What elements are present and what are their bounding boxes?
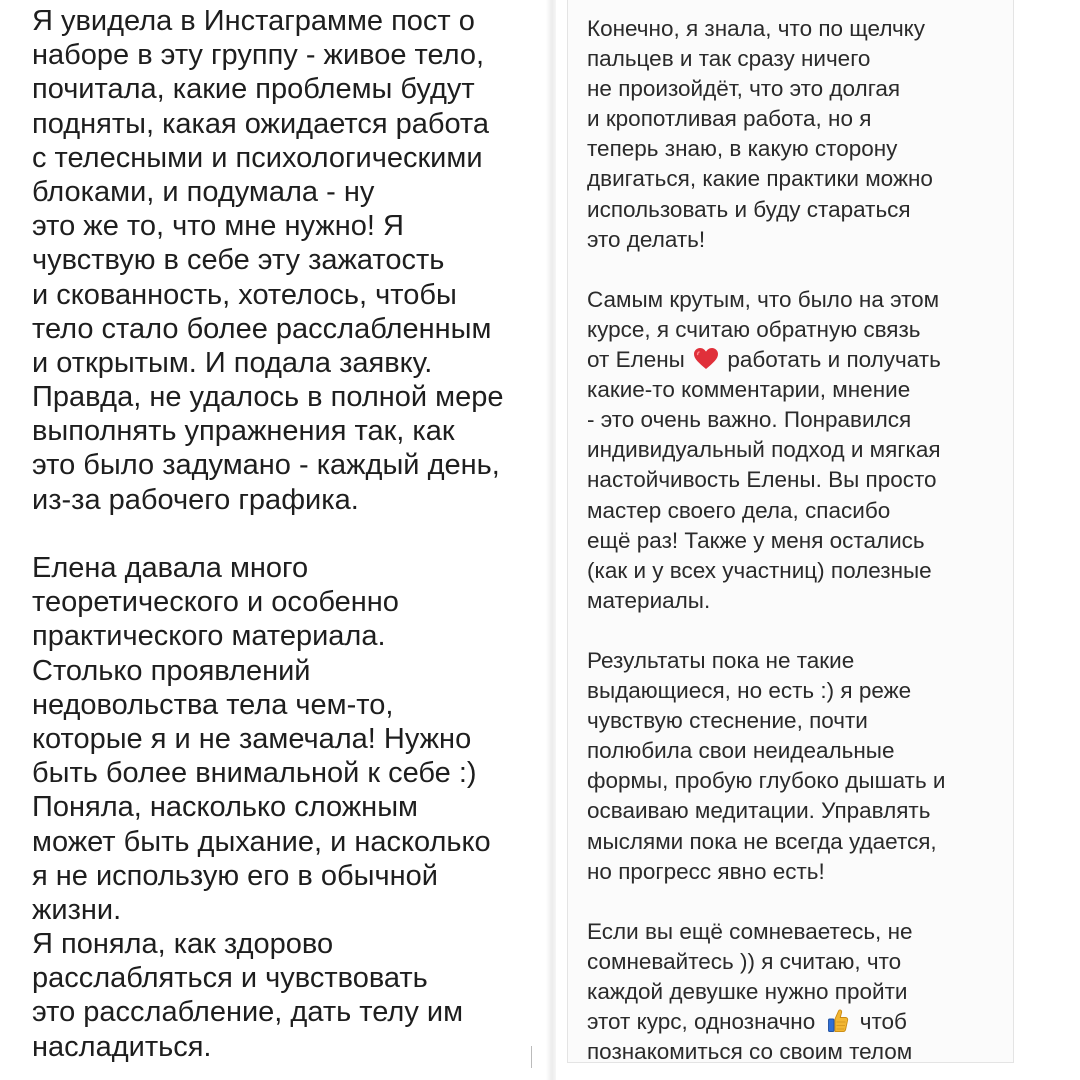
right-line-part: этот курс, однозначно [587, 1009, 816, 1035]
left-review-text [32, 4, 532, 1064]
left-line: Правда, не удалось в полной мере [32, 381, 504, 414]
left-line: тело стало более расслабленным [32, 312, 492, 345]
right-line-part: от Елены [587, 347, 685, 373]
left-line: блоками, и подумала - ну [32, 175, 375, 208]
left-line: расслабляться и чувствовать [32, 962, 428, 995]
right-line: каждой девушке нужно пройти [587, 979, 908, 1004]
left-line: и скованность, хотелось, чтобы [32, 278, 457, 311]
right-line-part: чтоб [859, 1009, 907, 1035]
right-line: Конечно, я знала, что по щелчку [587, 16, 926, 41]
left-line: практического материала. [32, 620, 386, 653]
left-line: из-за рабочего графика. [32, 483, 359, 516]
right-line: теперь знаю, в какую сторону [587, 136, 898, 162]
right-line: это делать! [587, 226, 706, 252]
right-line: настойчивость Елены. Вы просто [587, 467, 937, 493]
right-line: мыслями пока не всегда удается, [587, 828, 937, 854]
right-line: Результаты пока не такие [587, 647, 855, 673]
right-line: выдающиеся, но есть :) я реже [587, 678, 912, 704]
right-line: (как и у всех участниц) полезные [587, 557, 932, 583]
right-line: - это очень важно. Понравился [587, 407, 912, 433]
right-screenshot-panel [557, 0, 1080, 1080]
left-line: Елена давала много [32, 552, 309, 584]
left-line: Я увидела в Инстаграмме пост о [32, 5, 475, 37]
right-review-text [587, 14, 1027, 1067]
left-line: выполнять упражнения так, как [32, 415, 455, 448]
right-line-part: работать и получать [727, 347, 941, 373]
thumbs-up-icon [826, 1008, 850, 1034]
left-line: Я поняла, как здорово [32, 928, 334, 961]
red-heart-icon [693, 347, 719, 371]
left-line: которые я и не замечала! Нужно [32, 722, 472, 755]
right-line: и кропотливая работа, но я [587, 106, 872, 132]
right-line: пальцев и так сразу ничего [587, 46, 871, 72]
left-line: чувствую в себе эту зажатость [32, 244, 445, 277]
right-line: не произойдёт, что это долгая [587, 76, 901, 102]
left-line: теоретического и особенно [32, 586, 399, 619]
left-line: это же то, что мне нужно! Я [32, 210, 404, 243]
left-line: жизни. [32, 893, 122, 926]
right-line: какие-то комментарии, мнение [587, 377, 911, 403]
right-line: Самым крутым, что было на этом [587, 286, 940, 312]
left-line: это было задумано - каждый день, [32, 449, 500, 482]
right-line: ещё раз! Также у меня остались [587, 527, 925, 553]
right-line: курсе, я считаю обратную связь [587, 316, 921, 342]
left-line: Поняла, насколько сложным [32, 791, 418, 824]
column-divider [546, 0, 556, 1080]
left-line: может быть дыхание, и насколько [32, 825, 491, 858]
right-line: осваиваю медитации. Управлять [587, 798, 931, 824]
right-line: индивидуальный подход и мягкая [587, 437, 941, 463]
left-line: почитала, какие проблемы будут [32, 73, 475, 106]
left-line: недовольства тела чем-то, [32, 688, 394, 721]
right-line: полюбила свои неидеальные [587, 738, 895, 764]
right-line: материалы. [587, 587, 711, 613]
left-line: подняты, какая ожидается работа [32, 107, 490, 140]
right-line: познакомиться со своим телом [587, 1039, 913, 1065]
right-line: Если вы ещё сомневаетесь, не [587, 918, 913, 944]
left-line: быть более внимальной к себе :) [32, 757, 477, 790]
paragraph-gap [587, 616, 1027, 646]
right-line: двигаться, какие практики можно [587, 166, 933, 192]
paragraph-gap [587, 887, 1027, 917]
left-line: наборе в эту группу - живое тело, [32, 39, 485, 72]
left-line: и открытым. И подала заявку. [32, 346, 433, 379]
right-line: чувствую стеснение, почти [587, 708, 868, 734]
right-line: использовать и буду стараться [587, 196, 911, 222]
left-line: Столько проявлений [32, 654, 311, 687]
right-line-with-thumb [587, 1007, 1027, 1037]
left-line: это расслабление, дать телу им [32, 996, 464, 1029]
right-line: формы, пробую глубоко дышать и [587, 768, 946, 794]
left-line: с телесными и психологическими [32, 141, 483, 174]
right-line: но прогресс явно есть! [587, 858, 825, 884]
scroll-edge-line [531, 1046, 532, 1068]
left-line [32, 517, 532, 551]
left-line: насладиться. [32, 1030, 212, 1063]
right-line: мастер своего дела, спасибо [587, 497, 891, 523]
right-line: сомневайтесь )) я считаю, что [587, 948, 902, 974]
right-line-with-heart [587, 345, 1027, 375]
paragraph-gap [587, 255, 1027, 285]
left-line: я не использую его в обычной [32, 859, 438, 892]
